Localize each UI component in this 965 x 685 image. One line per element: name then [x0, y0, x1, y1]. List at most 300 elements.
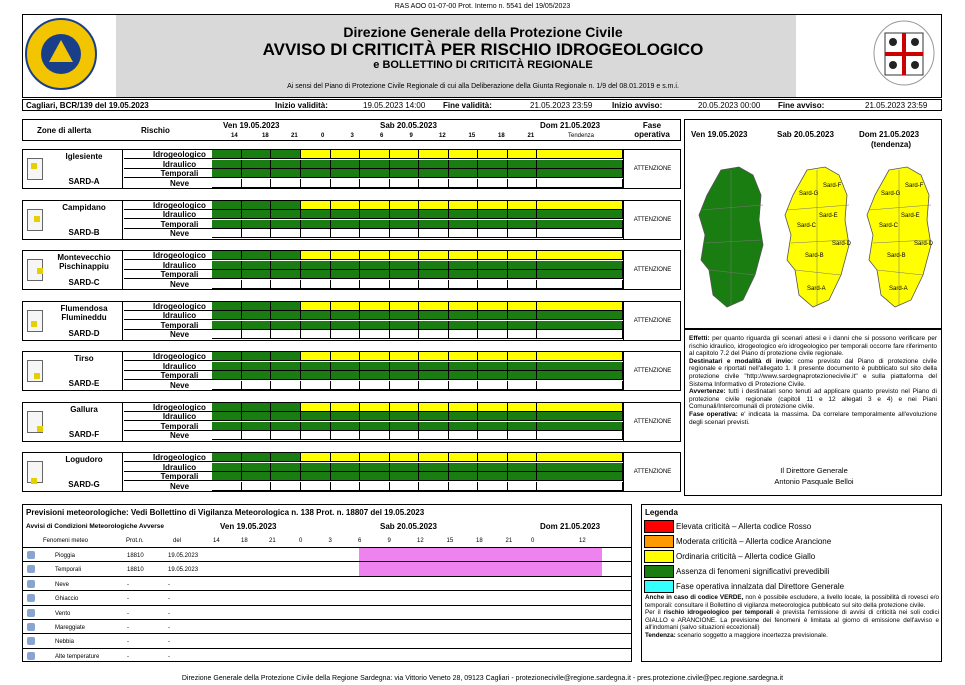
criticality-cell — [212, 179, 242, 188]
criticality-cell — [419, 463, 449, 472]
criticality-cell — [360, 220, 390, 229]
criticality-cell — [508, 179, 538, 188]
criticality-cell — [478, 169, 508, 178]
phenomenon-name: Vento — [55, 610, 71, 617]
criticality-cell — [390, 169, 420, 178]
criticality-cell — [449, 431, 479, 440]
meteo-hour-tick: 0 — [531, 538, 535, 544]
map-zone-label: Sard-B — [887, 253, 906, 259]
criticality-cell — [271, 201, 301, 210]
criticality-cell — [508, 422, 538, 431]
criticality-cell — [360, 352, 390, 361]
avviso-start-value: 20.05.2023 00:00 — [698, 101, 761, 110]
phenomenon-prot: - — [127, 596, 129, 603]
criticality-cell — [271, 371, 301, 380]
criticality-cell — [478, 371, 508, 380]
zone-map-icon — [27, 158, 43, 180]
criticality-cell — [478, 381, 508, 390]
criticality-cell — [360, 321, 390, 330]
criticality-cell — [301, 201, 331, 210]
criticality-cell — [478, 280, 508, 289]
fase-operativa-text: e' indicata la massima. Da correlare temporalmente all'evoluzione degli scenari previsti. — [689, 410, 938, 426]
criticality-cell — [508, 453, 538, 462]
fase-operativa-value: ATTENZIONE — [623, 453, 681, 491]
criticality-cell — [390, 472, 420, 481]
risk-label: Neve — [169, 330, 190, 340]
risk-label: Neve — [169, 481, 190, 491]
criticality-cell — [301, 321, 331, 330]
sardinia-map-3 — [867, 167, 934, 307]
criticality-cell — [419, 261, 449, 270]
note-verde-bold: Anche in caso di codice VERDE, — [645, 594, 744, 601]
day2-hour-tick: 15 — [468, 133, 476, 139]
criticality-cell — [478, 482, 508, 491]
criticality-cell — [537, 463, 623, 472]
criticality-cell — [419, 482, 449, 491]
criticality-cell — [301, 352, 331, 361]
criticality-cell — [390, 362, 420, 371]
criticality-cell — [331, 311, 361, 320]
criticality-cell — [508, 321, 538, 330]
criticality-cell — [360, 422, 390, 431]
criticality-cell — [390, 381, 420, 390]
weather-forecast-table — [22, 504, 632, 662]
criticality-cell — [271, 352, 301, 361]
criticality-cell — [449, 251, 479, 260]
header-legal-reference: Ai sensi del Piano di Protezione Civile Regionale di cui alla Deliberazione della Giunta Regionale n. 1/9 del 08.01.2019 e s.m.i. — [287, 83, 679, 90]
criticality-cell — [360, 280, 390, 289]
phenomenon-date: - — [168, 625, 170, 631]
criticality-cell — [212, 422, 242, 431]
map-day2-title: Sab 20.05.2023 — [777, 130, 834, 139]
criticality-cell — [478, 352, 508, 361]
criticality-cell — [419, 201, 449, 210]
sardinia-map-1 — [699, 167, 763, 307]
criticality-cell — [537, 371, 623, 380]
criticality-cell — [271, 431, 301, 440]
criticality-cell — [331, 261, 361, 270]
criticality-cell — [212, 453, 242, 462]
criticality-cell — [390, 201, 420, 210]
weather-phenomenon-icon — [27, 609, 35, 617]
criticality-cell — [242, 229, 272, 238]
zone-name: Gallura — [70, 404, 98, 414]
note-verde-text: non è possibile escludere, a livello locale, la possibilità di rovesci e/o temporali: consultare il Bollettino di vigilanza meteorologica pubblicato sul sito della protezione civile. — [645, 594, 939, 609]
destinatari-label: Destinatari e modalità di invio: — [689, 357, 794, 365]
criticality-cell — [537, 403, 623, 412]
criticality-cell — [537, 422, 623, 431]
day2-hour-tick: 18 — [498, 133, 505, 139]
note-temporali-a: Per il — [645, 609, 661, 616]
criticality-cell — [419, 422, 449, 431]
criticality-cell — [242, 210, 272, 219]
criticality-cell — [419, 311, 449, 320]
criticality-cell — [478, 431, 508, 440]
avvertenze-text: tutti i destinatari sono tenuti ad applicare quanto previsto nel Piano di protezione civile regionale (capitoli 11 e 12 allegati 3 e 4) e nei Piani Comunali/Intercomunali di protezione civile. — [689, 388, 937, 411]
risk-label: Neve — [169, 229, 190, 239]
zone-name: Iglesiente — [65, 152, 103, 161]
criticality-cell — [419, 150, 449, 159]
phenomenon-date: - — [168, 653, 170, 660]
tendency-header: Tendenza — [568, 133, 595, 139]
document-header — [22, 14, 942, 98]
criticality-cell — [212, 381, 242, 390]
criticality-cell — [360, 403, 390, 412]
criticality-cell — [212, 201, 242, 210]
zone-name: Tirso — [74, 354, 94, 363]
criticality-cell — [360, 311, 390, 320]
avviso-end-value: 21.05.2023 23:59 — [865, 101, 928, 110]
criticality-cell — [242, 381, 272, 390]
criticality-cell — [537, 229, 623, 238]
criticality-cell — [271, 179, 301, 188]
meteo-day1: Ven 19.05.2023 — [220, 522, 277, 531]
map-zone-label: Sard-G — [799, 191, 819, 197]
risk-column-header: Rischio — [141, 126, 170, 135]
criticality-cell — [301, 251, 331, 260]
day2-hour-tick: 3 — [350, 133, 354, 139]
map-day3-title: Dom 21.05.2023 — [859, 130, 920, 139]
criticality-cell — [212, 229, 242, 238]
criticality-cell — [537, 330, 623, 339]
legend-label: Moderata criticità – Allerta codice Arancione — [676, 537, 832, 546]
end-validity-value: 21.05.2023 23:59 — [530, 101, 593, 110]
zone-code: SARD-B — [68, 227, 100, 237]
criticality-cell — [419, 179, 449, 188]
zone-code: SARD-F — [68, 429, 100, 439]
criticality-cell — [331, 381, 361, 390]
criticality-cell — [360, 169, 390, 178]
criticality-cell — [419, 472, 449, 481]
phenomenon-name: Temporali — [55, 567, 82, 574]
sardinia-map-2 — [785, 167, 852, 307]
criticality-cell — [301, 381, 331, 390]
criticality-cell — [242, 352, 272, 361]
criticality-cell — [419, 371, 449, 380]
criticality-cell — [271, 412, 301, 421]
risk-label: Idrogeologico — [124, 251, 235, 260]
phenomenon-date: - — [168, 610, 170, 617]
day1-hour-tick: 14 — [231, 133, 238, 139]
criticality-cell — [301, 463, 331, 472]
effetti-label: Effetti: — [689, 335, 710, 342]
criticality-cell — [449, 321, 479, 330]
criticality-cell — [419, 403, 449, 412]
criticality-cell — [449, 381, 479, 390]
criticality-cell — [331, 403, 361, 412]
zone-name-cell — [23, 302, 123, 340]
weather-phenomenon-icon — [27, 652, 35, 660]
criticality-cell — [212, 463, 242, 472]
criticality-cell — [419, 381, 449, 390]
criticality-cell — [331, 463, 361, 472]
criticality-cell — [478, 403, 508, 412]
meteo-col-fenomeni: Fenomeni meteo — [43, 538, 89, 544]
criticality-cell — [360, 261, 390, 270]
legend-label: Elevata criticità – Allerta codice Rosso — [676, 522, 812, 531]
criticality-cell — [301, 220, 331, 229]
criticality-cell — [537, 201, 623, 210]
criticality-cell — [360, 371, 390, 380]
risk-label: Temporali — [124, 270, 235, 279]
criticality-cell — [419, 352, 449, 361]
criticality-cell — [508, 472, 538, 481]
alert-zone-row — [22, 200, 681, 240]
fase-operativa-value: ATTENZIONE — [623, 302, 681, 340]
day2-hour-tick: 6 — [380, 133, 384, 139]
risk-label: Neve — [169, 178, 190, 188]
criticality-cell — [301, 229, 331, 238]
criticality-cell — [242, 160, 272, 169]
criticality-cell — [419, 362, 449, 371]
criticality-cell — [242, 362, 272, 371]
criticality-cell — [242, 311, 272, 320]
criticality-cell — [212, 321, 242, 330]
criticality-cell — [537, 251, 623, 260]
fase-operativa-label: Fase operativa: — [689, 410, 738, 418]
criticality-cell — [242, 330, 272, 339]
criticality-cell — [390, 261, 420, 270]
criticality-cell — [360, 482, 390, 491]
risk-label: Neve — [169, 279, 190, 289]
criticality-cell — [390, 220, 420, 229]
criticality-cell — [508, 261, 538, 270]
warning-period-bar — [359, 548, 602, 562]
criticality-cell — [478, 330, 508, 339]
phenomenon-name: Ghiaccio — [55, 596, 79, 603]
legend-swatch — [644, 535, 674, 548]
criticality-cell — [449, 210, 479, 219]
criticality-cell — [508, 482, 538, 491]
risk-label: Idraulico — [124, 412, 235, 421]
criticality-cell — [508, 403, 538, 412]
criticality-cell — [478, 160, 508, 169]
criticality-cell — [508, 330, 538, 339]
meteo-hour-tick: 12 — [417, 538, 424, 544]
day1-hour-tick: 21 — [291, 133, 298, 139]
criticality-cell — [242, 472, 272, 481]
criticality-cell — [537, 453, 623, 462]
end-validity-label: Fine validità: — [443, 101, 492, 110]
criticality-cell — [390, 311, 420, 320]
fase-operativa-value: ATTENZIONE — [623, 352, 681, 390]
alert-zone-row — [22, 301, 681, 341]
meteo-hour-tick: 18 — [476, 538, 483, 544]
criticality-cell — [390, 179, 420, 188]
criticality-cell — [360, 453, 390, 462]
header-subtitle: e BOLLETTINO DI CRITICITÀ REGIONALE — [373, 59, 593, 71]
criticality-cell — [419, 210, 449, 219]
meteo-hour-tick: 14 — [213, 538, 220, 544]
criticality-cell — [390, 412, 420, 421]
criticality-cell — [360, 463, 390, 472]
criticality-cell — [508, 150, 538, 159]
phenomenon-name: Pioggia — [55, 553, 76, 559]
criticality-cell — [419, 229, 449, 238]
criticality-cell — [301, 270, 331, 279]
tendenza-label: Tendenza: — [645, 631, 676, 639]
criticality-cell — [537, 150, 623, 159]
criticality-cell — [301, 150, 331, 159]
criticality-cell — [301, 179, 331, 188]
avvertenze-label: Avvertenze: — [689, 388, 726, 396]
criticality-cell — [242, 179, 272, 188]
map-zone-label: Sard-F — [823, 183, 842, 189]
criticality-cell — [331, 210, 361, 219]
criticality-cell — [360, 270, 390, 279]
criticality-cell — [271, 220, 301, 229]
director-title: Il Direttore Generale — [780, 466, 848, 475]
criticality-cell — [212, 371, 242, 380]
criticality-cell — [449, 463, 479, 472]
map-zone-label: Sard-A — [889, 286, 908, 292]
criticality-cell — [508, 220, 538, 229]
map-zone-label: Sard-D — [832, 241, 852, 247]
meteo-hour-tick: 15 — [446, 538, 454, 544]
risk-label: Idraulico — [124, 362, 235, 371]
day2-hour-tick: 0 — [321, 133, 325, 139]
start-validity-label: Inizio validità: — [275, 101, 328, 110]
meteo-col-del: del — [173, 538, 182, 544]
phenomenon-name: Alte temperature — [55, 653, 100, 660]
criticality-cell — [390, 270, 420, 279]
criticality-cell — [271, 169, 301, 178]
criticality-cell — [390, 330, 420, 339]
criticality-cell — [242, 463, 272, 472]
criticality-cell — [449, 169, 479, 178]
criticality-cell — [419, 280, 449, 289]
criticality-cell — [301, 160, 331, 169]
phenomenon-name: Nebbia — [55, 639, 75, 646]
risk-label: Neve — [169, 431, 190, 441]
risk-label: Temporali — [124, 371, 235, 380]
meteo-hour-tick: 9 — [387, 538, 391, 544]
zone-map-icon — [27, 411, 43, 433]
zone-name: Flumendosa Flumineddu — [60, 303, 108, 322]
criticality-cell — [242, 169, 272, 178]
avviso-end-label: Fine avviso: — [778, 101, 825, 110]
map-zone-label: Sard-C — [797, 223, 817, 229]
phenomenon-name: Neve — [55, 581, 70, 588]
phenomenon-date: 19.05.2023 — [168, 553, 199, 559]
risk-label: Idraulico — [124, 160, 235, 169]
criticality-cell — [390, 160, 420, 169]
criticality-cell — [419, 453, 449, 462]
legend-swatch — [644, 550, 674, 563]
criticality-cell — [331, 352, 361, 361]
criticality-cell — [331, 482, 361, 491]
criticality-cell — [242, 261, 272, 270]
criticality-cell — [390, 403, 420, 412]
criticality-cell — [478, 453, 508, 462]
meteo-hour-tick: 6 — [358, 538, 362, 544]
criticality-cell — [508, 352, 538, 361]
day1-header: Ven 19.05.2023 — [223, 121, 280, 130]
legend-swatch — [644, 520, 674, 533]
risk-label: Neve — [169, 380, 190, 390]
criticality-cell — [271, 381, 301, 390]
criticality-cell — [537, 270, 623, 279]
criticality-cell — [301, 302, 331, 311]
criticality-cell — [212, 330, 242, 339]
criticality-cell — [449, 453, 479, 462]
criticality-cell — [242, 453, 272, 462]
criticality-cell — [212, 403, 242, 412]
legend-label: Fase operativa innalzata dal Direttore Generale — [676, 582, 845, 591]
risk-label: Temporali — [124, 472, 235, 481]
criticality-cell — [449, 482, 479, 491]
protocol-number: RAS AOO 01-07-00 Prot. Interno n. 5541 del 19/05/2023 — [394, 3, 571, 10]
criticality-cell — [212, 280, 242, 289]
criticality-cell — [301, 280, 331, 289]
alert-zone-row — [22, 452, 681, 492]
criticality-cell — [360, 381, 390, 390]
fase-operativa-value: ATTENZIONE — [623, 251, 681, 289]
criticality-cell — [537, 362, 623, 371]
meteo-hour-tick: 0 — [299, 538, 303, 544]
effetti-text: per quanto riguarda gli scenari attesi e i danni che si possono verificare per rischio idraulico, idrogeologico e/o idrogeologico per temporali occorre fare riferimento al capitolo 7.2 del Piano di protezione civile regionale. — [689, 335, 937, 358]
criticality-cell — [508, 210, 538, 219]
day3-header: Dom 21.05.2023 — [540, 121, 601, 130]
criticality-cell — [301, 210, 331, 219]
criticality-cell — [390, 210, 420, 219]
criticality-cell — [242, 201, 272, 210]
sardinia-maps — [685, 160, 943, 320]
criticality-cell — [271, 280, 301, 289]
meteo-col-prot: Prot.n. — [126, 538, 144, 544]
criticality-cell — [331, 431, 361, 440]
criticality-cell — [449, 472, 479, 481]
zone-name-cell — [23, 150, 123, 188]
map-zone-label: Sard-B — [805, 253, 824, 259]
criticality-cell — [212, 362, 242, 371]
criticality-cell — [360, 251, 390, 260]
criticality-cell — [212, 472, 242, 481]
criticality-cell — [449, 352, 479, 361]
criticality-cell — [508, 371, 538, 380]
criticality-cell — [537, 472, 623, 481]
phenomenon-date: 19.05.2023 — [168, 567, 199, 574]
fase-operativa-header: Fase operativa — [634, 121, 670, 139]
criticality-cell — [508, 362, 538, 371]
criticality-cell — [537, 431, 623, 440]
note-temporali-bold: rischio idrogeologico per temporali — [663, 609, 774, 616]
criticality-cell — [360, 160, 390, 169]
criticality-cell — [390, 463, 420, 472]
criticality-cell — [301, 472, 331, 481]
criticality-cell — [419, 321, 449, 330]
phenomenon-prot: - — [127, 625, 129, 631]
risk-label: Idraulico — [124, 210, 235, 219]
zone-name-cell — [23, 352, 123, 390]
criticality-cell — [508, 412, 538, 421]
zone-code: SARD-A — [68, 177, 100, 186]
criticality-cell — [508, 160, 538, 169]
criticality-cell — [390, 251, 420, 260]
criticality-cell — [449, 311, 479, 320]
criticality-cell — [301, 311, 331, 320]
criticality-cell — [271, 463, 301, 472]
risk-label: Idraulico — [124, 311, 235, 320]
criticality-cell — [242, 251, 272, 260]
zone-map-icon — [27, 360, 43, 382]
zone-map-icon — [27, 310, 43, 332]
criticality-cell — [478, 362, 508, 371]
zone-map-icon — [27, 461, 43, 483]
criticality-cell — [301, 169, 331, 178]
criticality-cell — [242, 482, 272, 491]
criticality-cell — [508, 270, 538, 279]
